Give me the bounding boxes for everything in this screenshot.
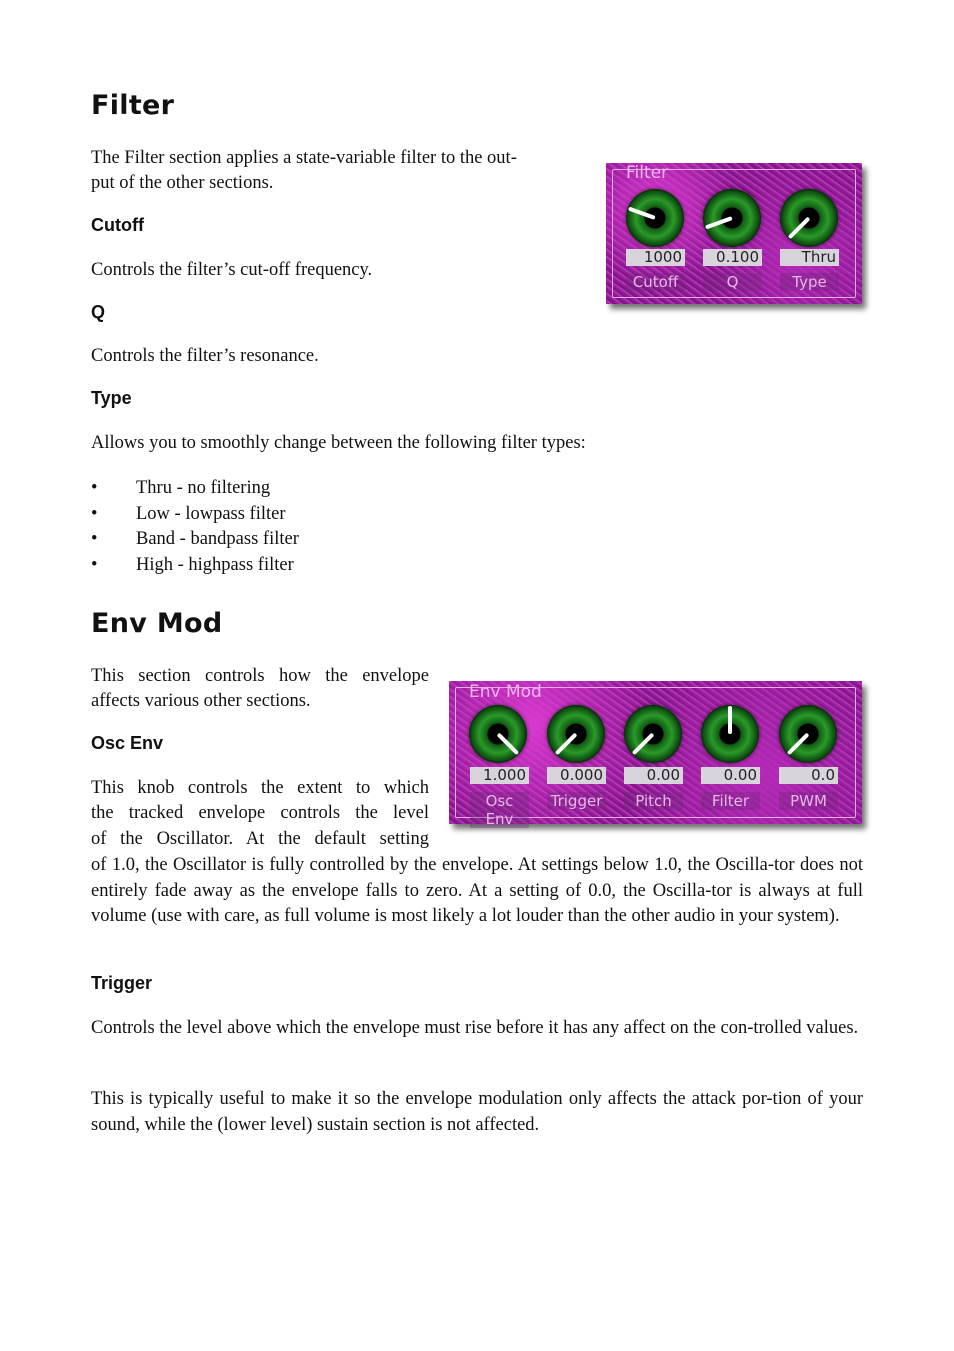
pitch-label: Pitch xyxy=(624,792,683,810)
type-heading: Type xyxy=(91,388,132,408)
knob-pointer xyxy=(728,706,732,734)
type-knob xyxy=(780,189,838,247)
osc-env-heading: Osc Env xyxy=(91,733,164,753)
cutoff-text: Controls the filter’s cut-off frequency. xyxy=(91,260,373,280)
osc-env-text: of 1.0, the Oscillator is fully controlled by the envelope. At settings below 1.0, the Oscilla-tor does not entirely fade away as the envelope falls to zero. At a setting of 0.0, the Oscilla-tor is always at full volume (use with care, as full volume is most likely a lot louder than the other audio in your system). xyxy=(91,855,863,926)
list-item: • Low - lowpass filter xyxy=(91,502,299,528)
envmod-heading: Env Mod xyxy=(91,608,223,639)
knob-pointer xyxy=(705,216,733,229)
trigger-text-2: This is typically useful to make it so the envelope modulation only affects the attack por-tion of your sound, while the (lower level) sustain section is not affected. xyxy=(91,1089,863,1135)
knob-pointer xyxy=(628,207,656,220)
trigger-label: Trigger xyxy=(547,792,606,810)
trigger-knob xyxy=(547,705,605,763)
filter-panel-title: Filter xyxy=(626,163,669,183)
cutoff-label: Cutoff xyxy=(626,273,685,291)
trigger-value: 0.000 xyxy=(547,767,606,784)
knob-pointer xyxy=(788,217,811,240)
filter-amount-label: Filter xyxy=(701,792,760,810)
type-label: Type xyxy=(780,273,839,291)
osc-env-knob xyxy=(469,705,527,763)
osc-env-line-1: This knob controls the extent to which xyxy=(91,778,429,798)
cutoff-value: 1000 xyxy=(626,249,685,266)
q-text: Controls the filter’s resonance. xyxy=(91,346,319,366)
bullet-icon: • xyxy=(91,478,98,498)
bullet-icon: • xyxy=(91,503,98,524)
osc-env-label: Osc Env xyxy=(470,792,529,828)
q-heading: Q xyxy=(91,302,106,322)
envmod-intro-line-1: This section controls how the envelope xyxy=(91,666,429,686)
envmod-intro-line-2: affects various other sections. xyxy=(91,691,311,711)
pwm-label: PWM xyxy=(779,792,838,810)
pwm-value: 0.0 xyxy=(779,767,838,784)
bullet-icon: • xyxy=(91,529,98,550)
type-text: Allows you to smoothly change between the following filter types: xyxy=(91,433,586,453)
filter-type-list xyxy=(91,476,299,579)
filter-intro-line-1: The Filter section applies a state-variable filter to the out- xyxy=(91,148,517,168)
knob-pointer xyxy=(632,733,655,756)
trigger-text: Controls the level above which the envelope must rise before it has any affect on the con-trolled values. xyxy=(91,1018,859,1038)
osc-env-value: 1.000 xyxy=(470,767,529,784)
cutoff-heading: Cutoff xyxy=(91,215,144,235)
envmod-panel-image xyxy=(449,681,862,828)
q-value: 0.100 xyxy=(703,249,762,266)
list-item: • Thru - no filtering xyxy=(91,476,299,502)
filter-heading: Filter xyxy=(91,90,175,121)
filter-intro-line-2: put of the other sections. xyxy=(91,173,274,193)
knob-pointer xyxy=(555,733,578,756)
filter-amount-value: 0.00 xyxy=(701,767,760,784)
q-knob xyxy=(703,189,761,247)
trigger-heading: Trigger xyxy=(91,973,153,993)
filter-panel-image xyxy=(606,163,862,304)
pwm-knob xyxy=(779,705,837,763)
q-label: Q xyxy=(703,273,762,291)
list-item: • Band - bandpass filter xyxy=(91,527,299,553)
envmod-panel-title: Env Mod xyxy=(469,682,542,702)
osc-env-line-2: the tracked envelope controls the level xyxy=(91,803,429,823)
pitch-knob xyxy=(624,705,682,763)
bullet-icon: • xyxy=(91,555,98,576)
manual-page xyxy=(91,0,863,1351)
osc-env-line-3: of the Oscillator. At the default setting xyxy=(91,829,429,849)
type-value: Thru xyxy=(780,249,839,266)
pitch-value: 0.00 xyxy=(624,767,683,784)
knob-pointer xyxy=(497,733,520,756)
filter-amount-knob xyxy=(701,705,759,763)
knob-pointer xyxy=(787,733,810,756)
list-item: • High - highpass filter xyxy=(91,553,299,579)
cutoff-knob xyxy=(626,189,684,247)
